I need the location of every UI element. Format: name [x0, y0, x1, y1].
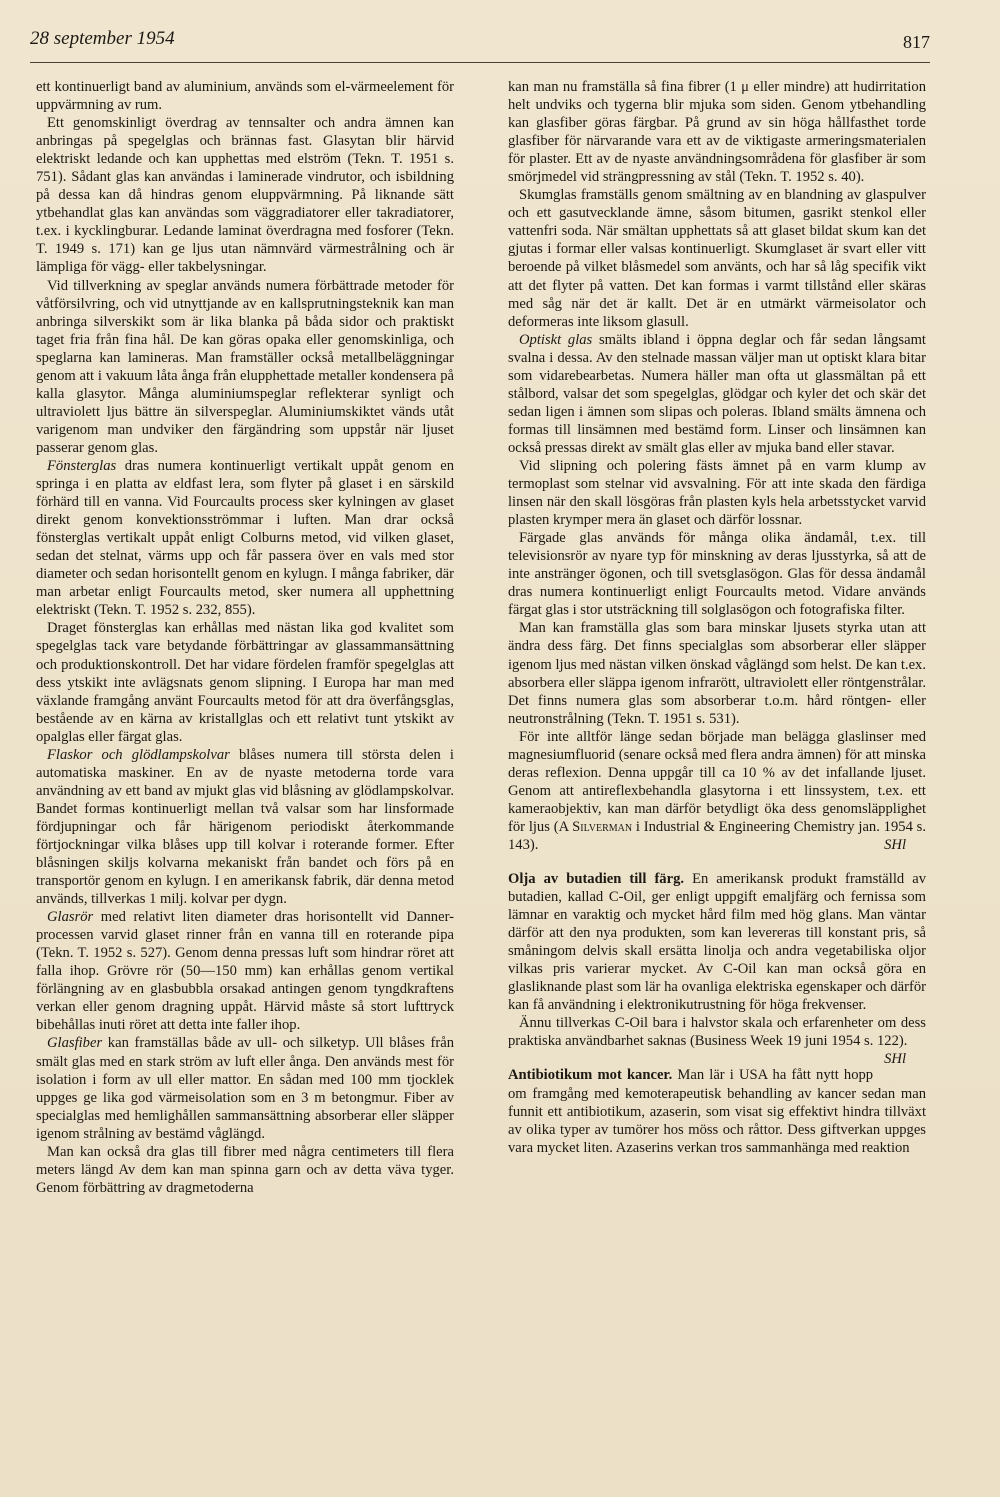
paragraph: [36, 908, 454, 1034]
left-column: [36, 78, 454, 1197]
page-header: [30, 28, 930, 62]
paragraph: Vid slipning och polering fästs ämnet på en varm klump av termoplast som stelnar vid avsvalning. För att inte skada den färdiga linsen när den skall lösgöras från plasten kyls hela arbetsstycket varvid plasten krymper mera än glaset och därför lossnar.: [508, 457, 926, 529]
paragraph: Skumglas framställs genom smältning av en blandning av glaspulver och ett gasutvecklande ämne, såsom bitumen, gasrikt stenkol eller vattenfri soda. När smältan upphettats så att glaset bildat skum kan det gjutas i formar eller valsas kontinuerligt. Skumglaset är svart eller vitt beroende på vilket blåsmedel som använts, och har så låg specifik vikt att det flyter på vatten. Det kan formas i varmt tillstånd eller skäras med såg när det är kallt. Det är en utmärkt värmeisolator och deformeras inte liksom glasull.: [508, 187, 926, 330]
signature: SHl: [884, 836, 906, 853]
paragraph: [508, 331, 926, 457]
paragraph: Färgade glas används för många olika ändamål, t.ex. till televisionsrör av nyare typ för minskning av deras ljusstyrka, så att de inte anstränger ögonen, och till svetsglasögon. Glas för dessa ändamål dras numera kontinuerligt enligt Fourcaults metod. Vidare används färgat glas i stor utsträckning till solglasögon och fotografiska filter.: [508, 530, 926, 619]
paragraph: kan man nu framställa så fina fibrer (1 μ eller mindre) att hudirritation helt undviks och tygerna blir mjuka som siden. Genom ytbehandling kan glasfiber göras färgbar. På grund av sin höga hållfasthet torde glasfiber för närvarande vara ett av de viktigaste armeringsmaterialen för plaster. Ett av de nyaste användningsområdena för glasfiber är som smörjmedel vid strängpressning av stål (Tekn. T. 1952 s. 40).: [508, 79, 926, 186]
term-glasfiber: Glasfiber: [47, 1035, 103, 1052]
paragraph: [36, 1034, 454, 1142]
paragraph-text: kan framställas både av ull- och silketyp. Ull blåses från smält glas med en stark ström av luft eller ånga. Den används mest för isolation i form av ull eller mattor. En sådan med 100 mm tjocklek uppges ge lika god värmeisolation som en 3 m betongmur. Fiber av specialglas med hemlighållen sammansättning absorberar eller släpper igenom strålning av bestämd våglängd.: [36, 1035, 455, 1142]
paragraph-text: med relativt liten diameter dras horisontellt vid Danner-processen varvid glaset rinner från en vanna till en roterande pipa (Tekn. T. 1952 s. 527). Genom denna pressas luft som hindrar röret att falla ihop. Grövre rör (50—150 mm) kan erhållas genom vertikal förlängning av en glasbubbla orsakad antingen genom tyngdkraftens verkan eller genom dragning uppåt. Härvid måste så stort lufttryck bibehållas inuti röret att detta inte faller ihop.: [36, 909, 454, 1034]
paragraph-text: För inte alltför länge sedan började man belägga glaslinser med magnesiumfluorid (senare också med flera andra ämnen) för att minska deras reflexion. Denna uppgår till ca 10 % av det infallande ljuset. Genom att antireflexbehandla glasytorna i ett linssystem, t.ex. ett kameraobjektiv, kan man därför betydligt öka dess genomsläpplighet för ljus (A: [508, 728, 926, 835]
term-glasror: Glasrör: [47, 909, 94, 926]
paragraph: [508, 1066, 926, 1156]
paragraph: [36, 457, 454, 619]
right-column: [508, 78, 926, 1157]
paragraph-text: dras numera kontinuerligt vertikalt uppåt genom en springa i en platta av eldfast lera, som flyter på glaset i en särskild förhärd till en vanna. Vid Fourcaults process sker kylningen av glaset direkt genom konvektionsströmmar i luften. Man drar också fönsterglas vertikalt uppåt enligt Colburns metod, vid vilken glaset, sedan det stelnat, värms upp och får passera över en vals med stor diameter och sedan horisontellt genom en kylugn. I många fabriker, där man arbetar enligt Fourcaults metod, sker numera all upphettning elektriskt (Tekn. T. 1952 s. 232, 855).: [36, 457, 454, 619]
section-title-antibiotikum: Antibiotikum mot kancer.: [508, 1067, 673, 1084]
paragraph-text: blåses numera till största delen i automatiska maskiner. En av de nyaste metoderna torde vara användning av ett band av mjukt glas vid blåsning av glödlampskolvar. Bandet formas kontinuerligt mellan två valsar som har linsformade fördjupningar och får härigenom periodiskt återkommande förtjockningar vilka blåses upp till kolvar i roterande former. Efter blåsningen skiljs kolvarna mekaniskt från bandet och förs på en transportör genom en kylugn. I en amerikansk fabrik, där denna metod används, tillverkas 1 milj. kolvar per dygn.: [36, 746, 454, 908]
paragraph: Ett genomskinligt överdrag av tennsalter och andra ämnen kan anbringas på spegelglas och brännas fast. Glasytan blir härvid elektriskt ledande och kan upphettas med elström (Tekn. T. 1951 s. 751). Sådant glas kan användas i laminerade vindrutor, och isbildning på dessa kan då hindras genom eluppvärmning. På liknande sätt ytbehandlat glas kan användas som väggradiatorer eller takradiatorer, t.ex. i kycklingburar. Ledande laminat överdragna med fosforer (Tekn. T. 1949 s. 171) kan ge ljus utan nämnvärd värmestrålning och är lämpliga för vägg- eller takbelysningar.: [36, 115, 454, 276]
page-number: 817: [903, 32, 930, 52]
paragraph: [508, 870, 926, 1014]
paragraph: [508, 728, 926, 854]
paragraph-text: Man lär i USA ha fått nytt hopp om framgång med kemoterapeutisk behandling av kancer sedan man funnit ett antibiotikum, azaserin, som visat sig effektivt hindra tillväxt av olika typer av tumörer hos möss och råttor. Dess giftverkan uppges vara mycket liten. Azaserins verkan tros sammanhänga med reaktion: [508, 1067, 926, 1156]
paragraph-text: Ännu tillverkas C-Oil bara i halvstor skala och erfarenheter om dess praktiska användbarhet saknas (Business Week 19 juni 1954 s. 122).: [508, 1015, 926, 1050]
paragraph: Man kan också dra glas till fibrer med några centimeters till flera meters längd Av dem kan man spinna garn och av detta väva tyger. Genom förbättring av dragmetoderna: [36, 1143, 454, 1196]
term-flaskor: Flaskor och glödlampskolvar: [47, 746, 230, 763]
paragraph-text: En amerikansk produkt framställd av butadien, kallad C-Oil, ger enligt uppgift emaljfärg och fernissa som lämnar en varaktig och mycket hård film med hög glans. Man väntar därför att den nya produkten, som kan levereras till konstant pris, så småningom delvis skall ersätta linolja och andra vegetabiliska oljor vilkas pris varierar mycket. Av C-Oil kan man också göra en glasliknande plast som lär ha ovanliga elektriska egenskaper och därför kan få användning i elektronikutrustning för höga frekvenser.: [508, 871, 926, 1014]
section-gap: [508, 854, 926, 870]
header-rule: [30, 62, 930, 63]
paragraph: ett kontinuerligt band av aluminium, används som el-värmeelement för uppvärmning av rum.: [36, 79, 454, 114]
paragraph: Man kan framställa glas som bara minskar ljusets styrka utan att ändra dess färg. Det finns specialglas som absorberar eller släpper igenom ljus med nästan vilken önskad våglängd som helst. De kan t.ex. absorbera eller släppa igenom infrarött, ultraviolett eller röntgenstrålar. Det finns numera glas som absorberar t.o.m. hård röntgen- eller neutronstrålning (Tekn. T. 1951 s. 531).: [508, 620, 926, 727]
section-gap: [508, 1050, 926, 1066]
paragraph-text: i Industrial & Engineering Chemistry jan. 1954 s. 143).: [508, 818, 927, 853]
term-optiskt-glas: Optiskt glas: [519, 331, 593, 348]
term-fonsterglas: Fönsterglas: [47, 457, 117, 474]
paragraph-text: smälts ibland i öppna deglar och får sedan långsamt svalna i dessa. Av den stelnade massan väljer man ut optiskt klara bitar som vidarebearbetas. Numera häller man ofta ut glassmältan på ett stålbord, valsar det som spegelglas, glödgar och kyler det och skär det sedan ligen i ämnen som slipas och poleras. Ibland smälts ämnena och formas till linsämnen med bestämd form. Linser och linsämnen kan också pressas direkt av smält glas eller av mjuka band eller stavar.: [508, 331, 926, 456]
paragraph: Vid tillverkning av speglar används numera förbättrade metoder för våtförsilvring, och vid utnyttjande av en kallsprutningsteknik kan man anbringa silverskikt som är lika blanka på båda sidor och praktiskt taget fria från fina hål. De kan göras opaka eller genomskinliga, och speglarna kan lamineras. Man framställer också metallbeläggningar genom att i vakuum låta ånga från elupphettade metaller kondensera på kalla glasytor. Många aluminiumspeglar reflekterar synligt och ultraviolett ljus bättre än silverspeglar. Aluminiumskiktet vänds utåt varigenom man undviker den färgändring som uppstår när ljuset passerar genom glas.: [36, 277, 454, 456]
signature: SHl: [884, 1051, 906, 1068]
issue-date: 28 september 1954: [30, 28, 175, 49]
paragraph: Draget fönsterglas kan erhållas med nästan lika god kvalitet som spegelglas tack vare betydande förbättringar av glassammansättning och produktionskontroll. Det har vidare fördelen framför spegelglas att dess ytskikt inte avlägsnats genom slipning. I Europa har man med växlande framgång använt Fourcaults metod för att dra överfångsglas, bestående av en kärna av kristallglas och ett relativt tunt ytskikt av opalglas eller färgat glas.: [36, 620, 454, 745]
paragraph: [508, 1014, 926, 1068]
author-name: Silverman: [572, 818, 633, 835]
section-title-butadien: Olja av butadien till färg.: [508, 871, 685, 888]
paragraph: [36, 746, 454, 908]
